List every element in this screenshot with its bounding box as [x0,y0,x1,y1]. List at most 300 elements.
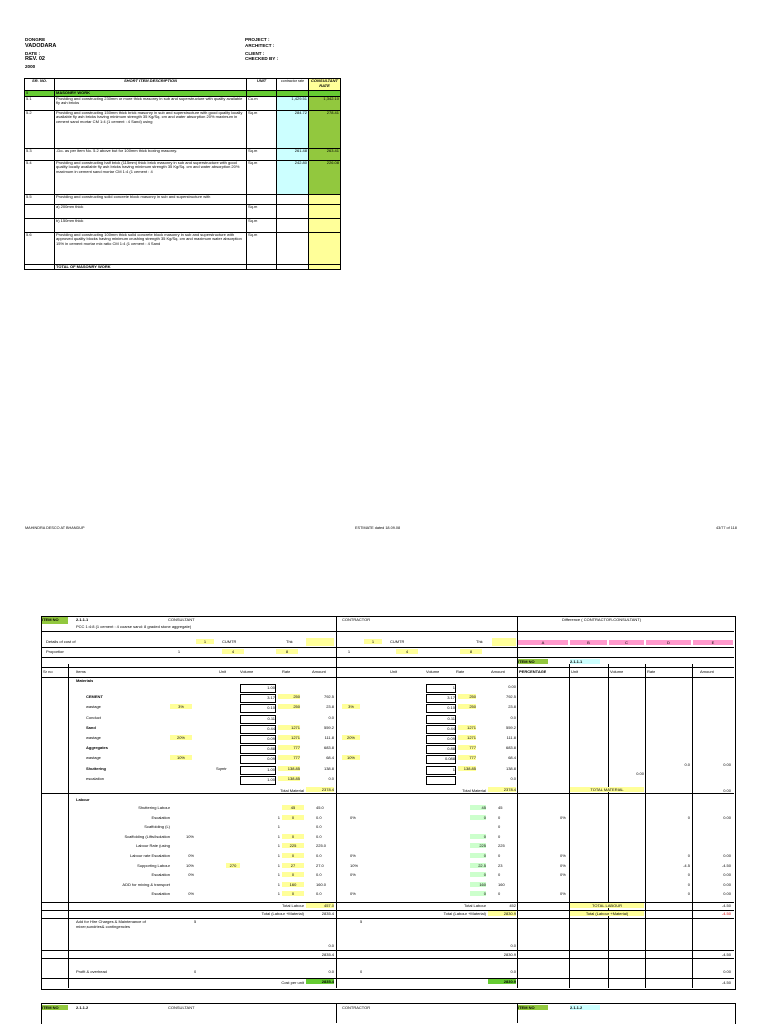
material-amt: 559.2 [323,725,334,730]
material-amt: 138.8 [323,766,334,771]
labour-c-amt: 160 [498,882,505,887]
row-contractor [277,194,309,204]
next-contractor-label: CONTRACTOR [342,1005,371,1010]
row-contractor: 1,429.51 [277,96,309,110]
header-left-4: REV. 02 [25,56,45,62]
consultant-label: CONSULTANT [168,617,195,622]
diff-total-material-label: TOTAL MATERIAL [570,787,644,792]
labour-c-rate: 0 [470,815,486,820]
row-unit: Sq.m [247,160,277,194]
material-rate: 1271 [278,735,300,740]
labour-c-amt: 0 [498,853,501,858]
material-vol: 0.09 [240,755,276,764]
labour-vol: 1 [277,834,280,839]
row-desc: Providing and constructing half brick (115mm) thick brick masonry in sub and superstructure with good quality locally available fly ash bricks having minimum strength 35 Kg/Sq. cm and water absorption 20% maximum in cement sand mortar CM 1:4 (1 cement : 4 [55,160,247,194]
hdr-amount: Amount [312,669,326,674]
labour-d-rate: 0 [687,872,690,877]
row-contractor [277,232,309,264]
material-amt: 111.8 [324,735,334,740]
col-contractor: contractor rate [277,79,309,91]
hdr-unit: Unit [219,669,227,674]
labour-d-amt: 0.00 [723,815,731,820]
c-hdr-amount: Amount [491,669,505,674]
labour-name: Labour Rate (using [135,843,170,848]
labour-pct: 0% [188,853,194,858]
material-vol: 1.00 [240,684,276,693]
diff-hdr-pct: PERCENTAGE [519,669,547,674]
footer-left: MAHINDRA DESCO AT BHANDUP [25,526,85,530]
c-hdr-rate: Rate [456,669,465,674]
diff-col-b: B [570,640,607,645]
header-left-3: DATE : [25,51,40,56]
row-no: 5.3 [25,148,55,160]
labour-d-rate: 0 [687,882,690,887]
c-hdr-unit: Unit [390,669,398,674]
row-consultant: 278.41 [309,110,341,148]
c-total-material: 2378.4 [488,787,516,792]
material-name: Shuttering [86,766,106,771]
labour-name: Shuttering Labour [138,805,170,810]
row-desc: Providing and constructing solid concrete block masonry in sub and superstructure with [55,194,247,204]
col-unit: UNIT [247,79,277,91]
material-name: wastage [86,735,101,740]
c-subtotal: 2830.9 [503,952,516,957]
col-desc: SHORT ITEM DESCRIPTION [55,79,247,91]
profit-label: Profit & overhead [76,969,107,974]
material-c-vol: 0.09 [426,735,456,744]
material-c-rate: 1271 [458,725,476,730]
material-c-pct: 10% [342,755,360,760]
labour-rate: 0 [282,834,304,839]
c-cost-per-unit: 2830.9 [488,979,516,984]
cost-per-unit-label: Cost per unit [281,980,304,985]
labour-amt: 45.0 [316,805,324,810]
labour-rate: 160 [282,882,304,887]
diff-material-amount: 0.00 [723,762,731,767]
c-hire-amt: 0.0 [510,943,516,948]
material-name: CEMENT [86,694,103,699]
labour-d-rate: 0 [687,815,690,820]
labour-c-rate: 0 [470,872,486,877]
material-vol: 1.00 [240,776,276,785]
col-consultant: CONSULTANT RATE [309,79,341,91]
row-no: 5.5 [25,194,55,204]
material-c-amt: 23.8 [508,704,516,709]
material-amt: 68.4 [326,755,334,760]
material-c-amt: 0.0 [510,776,516,781]
row-contractor [277,218,309,232]
c-details-qty: 1 [364,639,382,644]
material-vol: 1.00 [240,766,276,775]
labour-d-rate: 0 [687,891,690,896]
diff-hdr-rate: Rate [647,669,656,674]
row-consultant [309,204,341,218]
row-unit: Sq.m [247,148,277,160]
labour-c-amt: 0 [498,824,501,829]
row-consultant [309,218,341,232]
diff-item-no-label: ITEM NO [518,659,548,664]
hire-label: Add for Hire Charges & Maintenance of mixer,sundries& contingencies [76,919,146,929]
labour-c-rate: 0 [470,891,486,896]
labour-d-amt: 0.00 [723,891,731,896]
c-details-thk: Thk [476,639,483,644]
labour-d-amt: 0.00 [723,882,731,887]
next-diff-item-no-label: ITEM NO [518,1005,548,1010]
material-amt: 683.8 [323,745,334,750]
masonry-table [24,78,341,270]
material-rate: 777 [278,755,300,760]
diff-subtotal: -4.50 [721,952,731,957]
total-material-label: Total Material [280,788,304,793]
labour-d-rate: 0 [687,853,690,858]
labour-d-amt: 0.00 [723,872,731,877]
material-rate: 138.85 [278,776,300,781]
labour-vol: 1 [277,843,280,848]
labour-pct: 0% [188,891,194,896]
material-c-amt: 683.8 [505,745,516,750]
difference-label: Difference ( CONTRACTOR-CONSULTANT) [562,617,642,622]
section-no: 5 [25,91,55,97]
labour-c-amt: 23 [498,863,503,868]
total-label: TOTAL OF MASONRY WORK [55,264,247,270]
c-hire-pct: 5 [360,919,363,924]
labour-name: Scaffolding (L) [144,824,170,829]
header-left-2: VADODARA [25,43,57,49]
subtotal: 2835.4 [321,952,334,957]
next-item-frame [41,1003,736,1024]
row-unit: Sq.m [247,218,277,232]
diff-cost-per-unit: -4.50 [721,980,731,985]
diff-total-labour: -4.50 [721,903,731,908]
labour-c-amt: 0 [498,834,501,839]
next-diff-item-no: 2.1.1.2 [570,1005,600,1010]
details-label: Details of cost of [46,639,76,644]
labour-c-pct: 0% [350,853,356,858]
row-desc: Providing and constructing 100mm thick solid concrete block masonry in sub and superstructure with approved quality blocks having minimum crushing strength 35 Kg/Sq. cm and maximum water absorption 15% in cement mortar mix ratio CM 1:4 (1 cement : 4 Sand [55,232,247,264]
footer-center: ESTIMATE dated 18.09.08 [355,526,401,530]
labour-c-pct: 0% [350,891,356,896]
total-lab-mat: 2835.4 [321,911,334,916]
material-c-rate: 138.85 [458,766,476,771]
labour-rate: 0 [282,815,304,820]
material-c-rate: 777 [458,755,476,760]
labour-amt: 0.0 [316,853,322,858]
labour-name: Escalation [151,872,170,877]
hire-pct: 5 [194,919,197,924]
material-rate: 1271 [278,725,300,730]
row-no: 5.2 [25,110,55,148]
labour-d-pct: 0% [560,891,566,896]
labour-c-rate: 225 [470,843,486,848]
labour-pct2: 270 [226,863,240,868]
material-c-amt: 0.00 [508,684,516,689]
labour-c-pct: 0% [350,815,356,820]
labour-name: ADD for mixing & transport [122,882,170,887]
table-row [25,148,341,160]
material-amt: 0.0 [328,776,334,781]
material-c-vol: 1 [426,766,456,775]
total-labour: 457.0 [306,903,334,908]
material-unit: Sqmtr [216,766,227,771]
material-c-vol: 0.11 [426,715,456,724]
material-rate: 777 [278,745,300,750]
header-left-1: DONGRE [25,37,46,42]
total-lab-mat-label: Total (Labour +Material) [261,911,304,916]
labour-amt: 225.0 [316,843,327,848]
table-header-row [25,79,341,91]
diff-total-lab-mat-label: Total (Labour +Material) [570,911,644,916]
table-row [25,96,341,110]
c-details-unit: CUMTR [390,639,405,644]
row-unit: Sq.m [247,232,277,264]
header-client: CLIENT : [245,51,265,56]
material-c-rate: 1271 [458,735,476,740]
row-desc: Providing and constructing 230mm or more thick masonry in sub and superstructure with quality available fly ash bricks [55,96,247,110]
material-name: wastage [86,755,101,760]
diff-col-d: D [646,640,691,645]
material-c-rate: 250 [458,704,476,709]
material-vol: 0.11 [240,715,276,724]
material-c-pct: 3% [342,704,360,709]
row-no [25,204,55,218]
labour-rate: 225 [282,843,304,848]
row-consultant: 263.41 [309,148,341,160]
diff-material-rate: 0.0 [684,762,690,767]
total-labour-label: Total Labour [281,903,304,908]
table-row [25,110,341,148]
labour-c-rate: 160 [470,882,486,887]
details-unit: CUMTR [222,639,237,644]
contractor-label: CONTRACTOR [342,617,371,622]
material-c-vol: 1 [426,684,456,693]
labour-pct: 0% [188,872,194,877]
labour-vol: 1 [277,882,280,887]
row-contractor: 284.72 [277,110,309,148]
material-c-amt: 0.0 [510,715,516,720]
material-c-vol: 0.44 [426,725,456,734]
labour-name: Supporting Labour [137,863,170,868]
material-c-vol: 3.17 [426,694,456,703]
sheet-frame [41,616,736,990]
labour-vol: 1 [277,891,280,896]
labour-c-pct: 10% [350,863,359,868]
labour-amt: 27.0 [316,863,324,868]
material-amt: 792.5 [323,694,334,699]
labour-amt: 0.0 [316,834,322,839]
hdr-volume: Volume [240,669,254,674]
row-contractor [277,204,309,218]
material-vol: 0.09 [240,735,276,744]
row-no [25,218,55,232]
row-unit: Cu.m [247,96,277,110]
c-total-lab-mat-label: Total (Labour +Material) [443,911,486,916]
labour-pct: 10% [185,863,194,868]
labour-vol: 1 [277,815,280,820]
material-vol: 0.44 [240,725,276,734]
material-c-amt: 138.8 [505,766,516,771]
table-row [25,160,341,194]
total-material: 2378.4 [306,787,334,792]
diff-hdr-amount: Amount [700,669,714,674]
item-no: 2.1.1.1 [76,617,89,622]
row-unit: Sq.m [247,110,277,148]
diff-col-c: C [609,640,644,645]
prop-1: 1 [177,649,181,654]
material-c-rate: 250 [458,694,476,699]
labour-label: Labour [76,797,90,802]
labour-rate: 0 [282,872,304,877]
material-name: Conduct [86,715,101,720]
labour-c-rate: 22.5 [470,863,486,868]
material-c-vol [426,776,456,785]
diff-hdr-volume: Volume [610,669,624,674]
row-desc: b) 150mm thick [55,218,247,232]
proportion-label: Proportion [46,649,65,654]
cost-per-unit: 2835.4 [306,979,334,984]
labour-vol: 1 [277,853,280,858]
c-profit-amt: 0.0 [510,969,516,974]
row-desc: a) 200mm thick [55,204,247,218]
material-name: Sand [86,725,96,730]
labour-d-pct: 0% [560,815,566,820]
diff-col-a: A [518,640,568,645]
labour-c-rate: 0 [470,853,486,858]
material-amt: 23.8 [326,704,334,709]
material-rate: 250 [278,694,300,699]
prop-4: 4 [222,649,244,654]
row-consultant: 1,342.10 [309,96,341,110]
diff-col-e: E [693,640,733,645]
row-no: 5.6 [25,232,55,264]
labour-vol: 1 [277,863,280,868]
hdr-items: Items [76,669,86,674]
row-consultant: 226.08 [309,160,341,194]
material-c-vol: 0.88 [426,745,456,754]
diff-total-lab-mat: -4.50 [721,911,731,916]
labour-d-pct: 0% [560,872,566,877]
row-desc: -Do- as per item No. 5.2 above but for 100mm thick boxing masonry. [55,148,247,160]
c-total-labour: 452 [509,903,516,908]
diff-hdr-unit: Unit [571,669,579,674]
material-c-vol: 0.088 [426,755,456,764]
material-vol: 0.10 [240,704,276,713]
diff-total-labour-label: TOTAL LABOUR [570,903,644,908]
labour-rate: 0 [282,891,304,896]
material-pct: 3% [170,704,192,709]
labour-amt: 0.0 [316,872,322,877]
labour-name: Escalation [151,891,170,896]
footer-right: 43/77 of 118 [716,526,737,530]
table-row [25,218,341,232]
next-item-no: 2.1.1.2 [76,1005,89,1010]
material-vol: 3.17 [240,694,276,703]
material-name: escalation [86,776,105,781]
labour-d-rate: -4.5 [683,863,690,868]
labour-name: Scaffolding (Lifts/Isolation [124,834,170,839]
labour-c-rate: 45 [470,805,486,810]
c-prop-1: 1 [347,649,351,654]
labour-amt: 160.0 [316,882,327,887]
material-vol: 0.88 [240,745,276,754]
labour-amt: 0.0 [316,891,322,896]
labour-name: Labour rate Escalation [129,853,170,858]
labour-name: Escalation [151,815,170,820]
labour-rate: 27 [282,863,304,868]
col-srno: SR. NO. [25,79,55,91]
material-c-amt: 111.8 [506,735,516,740]
row-unit: Sq.m [247,204,277,218]
material-rate: 250 [278,704,300,709]
c-hdr-volume: Volume [426,669,440,674]
header-architect: ARCHITECT : [245,43,275,48]
row-contractor: 242.80 [277,160,309,194]
labour-c-amt: 0 [498,872,501,877]
material-pct: 20% [170,735,192,740]
section-title: MASONRY WORK [55,91,247,97]
table-row [25,204,341,218]
c-profit-pct: 0 [360,969,363,974]
labour-c-rate: 0 [470,834,486,839]
row-no: 5.4 [25,160,55,194]
c-total-lab-mat: 2830.9 [488,911,516,916]
profit-pct: 0 [194,969,197,974]
next-consultant-label: CONSULTANT [168,1005,195,1010]
c-total-material-label: Total Material [462,788,486,793]
labour-d-pct: 0% [560,863,566,868]
labour-rate: 0 [282,853,304,858]
labour-d-pct: 0% [560,853,566,858]
hire-amt: 0.0 [328,943,334,948]
profit-amt: 0.0 [328,969,334,974]
material-rate: 138.85 [278,766,300,771]
labour-amt: 0.0 [316,815,322,820]
row-unit [247,194,277,204]
material-amt: 0.0 [328,715,334,720]
c-prop-4: 4 [396,649,418,654]
diff-profit: 0.00 [723,969,731,974]
hdr-srno: Sr no [43,669,53,674]
labour-c-amt: 0 [498,815,501,820]
hdr-rate: Rate [282,669,291,674]
material-c-vol: 0.10 [426,704,456,713]
c-total-labour-label: Total Labour [463,903,486,908]
labour-c-amt: 0 [498,891,501,896]
material-c-amt: 559.2 [505,725,516,730]
labour-amt: 0.0 [316,824,322,829]
material-c-amt: 792.5 [505,694,516,699]
details-qty: 1 [196,639,214,644]
material-name: Aggregates [86,745,109,750]
c-prop-8: 8 [460,649,482,654]
header-checked: CHECKED BY : [245,56,279,61]
labour-vol: 1 [277,824,280,829]
material-c-amt: 68.4 [508,755,516,760]
header-project: PROJECT : [245,37,270,42]
labour-pct: 10% [185,834,194,839]
labour-c-pct: 0% [350,872,356,877]
row-no: 5.1 [25,96,55,110]
labour-rate: 45 [282,805,304,810]
labour-vol: 1 [277,872,280,877]
labour-c-amt: 225 [498,843,505,848]
next-item-no-label: ITEM NO [42,1005,68,1010]
mix-desc: PCC 1:4:8 (1 cement : 4 coarse sand: 8 graded stone aggregate) [76,624,192,629]
item-no-label: ITEM NO [42,617,68,624]
total-row [25,264,341,270]
material-c-rate: 777 [458,745,476,750]
labour-d-amt: -4.50 [721,863,731,868]
c-details-thk-value [492,638,516,646]
